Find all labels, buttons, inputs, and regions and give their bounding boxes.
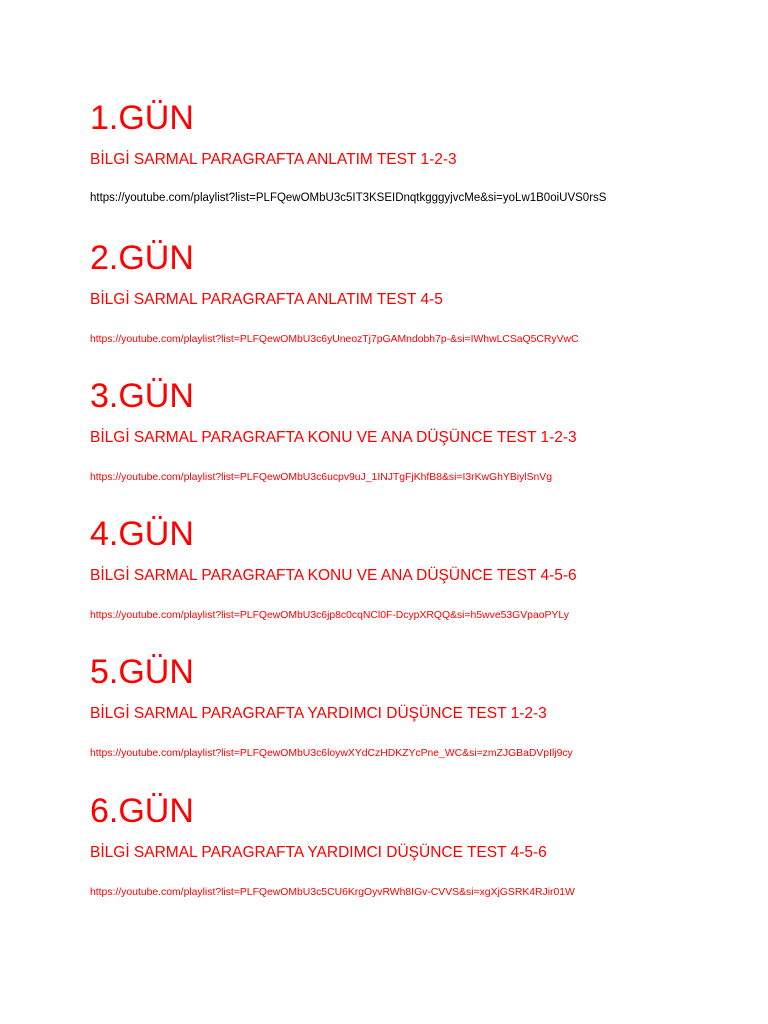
- day-section-6: [90, 791, 730, 898]
- day-title: 1.GÜN: [90, 99, 194, 137]
- day-title: 2.GÜN: [90, 239, 194, 277]
- day-section-4: [90, 514, 730, 621]
- day-section-1: [90, 98, 730, 204]
- day-subtitle: BİLGİ SARMAL PARAGRAFTA KONU VE ANA DÜŞÜNCE TEST 1-2-3: [90, 429, 577, 446]
- day-subtitle: BİLGİ SARMAL PARAGRAFTA ANLATIM TEST 1-2-3: [90, 151, 457, 168]
- day-subtitle: BİLGİ SARMAL PARAGRAFTA YARDIMCI DÜŞÜNCE TEST 4-5-6: [90, 844, 547, 861]
- day-title: 6.GÜN: [90, 792, 194, 830]
- day-title: 3.GÜN: [90, 377, 194, 415]
- day-subtitle: BİLGİ SARMAL PARAGRAFTA KONU VE ANA DÜŞÜNCE TEST 4-5-6: [90, 567, 577, 584]
- day-section-5: [90, 652, 730, 759]
- playlist-link[interactable]: https://youtube.com/playlist?list=PLFQewOMbU3c5IT3KSEIDnqtkgggyjvcMe&si=yoLw1B0oiUVS0rsS: [90, 192, 607, 204]
- day-subtitle: BİLGİ SARMAL PARAGRAFTA ANLATIM TEST 4-5: [90, 291, 443, 308]
- day-section-2: [90, 238, 730, 345]
- day-section-3: [90, 376, 730, 483]
- day-subtitle: BİLGİ SARMAL PARAGRAFTA YARDIMCI DÜŞÜNCE TEST 1-2-3: [90, 705, 547, 722]
- playlist-link[interactable]: https://youtube.com/playlist?list=PLFQewOMbU3c6yUneozTj7pGAMndobh7p-&si=IWhwLCSaQ5CRyVwC: [90, 334, 579, 345]
- day-title: 5.GÜN: [90, 653, 194, 691]
- playlist-link[interactable]: https://youtube.com/playlist?list=PLFQewOMbU3c6jp8c0cqNCl0F-DcypXRQQ&si=h5wve53GVpaoPYLy: [90, 610, 569, 621]
- playlist-link[interactable]: https://youtube.com/playlist?list=PLFQewOMbU3c6loywXYdCzHDKZYcPne_WC&si=zmZJGBaDVpIlj9cy: [90, 748, 573, 759]
- playlist-link[interactable]: https://youtube.com/playlist?list=PLFQewOMbU3c5CU6KrgOyvRWh8IGv-CVVS&si=xgXjGSRK4RJir01W: [90, 887, 575, 898]
- playlist-link[interactable]: https://youtube.com/playlist?list=PLFQewOMbU3c6ucpv9uJ_1INJTgFjKhfB8&si=I3rKwGhYBiylSnVg: [90, 472, 553, 483]
- day-title: 4.GÜN: [90, 515, 194, 553]
